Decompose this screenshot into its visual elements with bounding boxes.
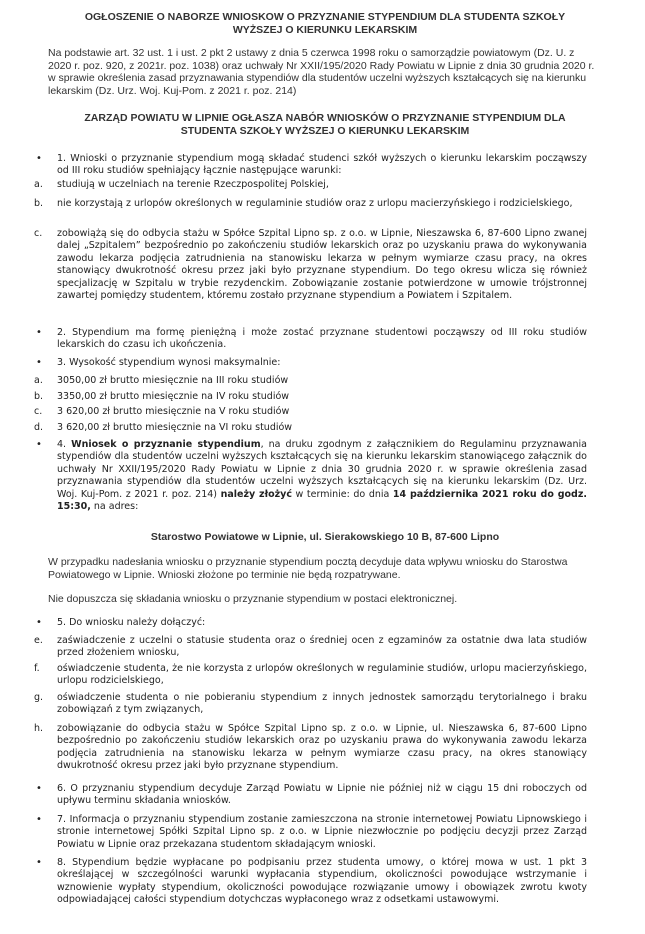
list-marker: a.	[34, 375, 43, 386]
section-3-item-b: 3350,00 zł brutto miesięcznie na IV roku studiów	[57, 391, 290, 402]
list-marker: b.	[34, 391, 44, 402]
bullet-marker: •	[36, 617, 42, 628]
section-5-item-h: zobowiązanie do odbycia stażu w Spółce Szpital Lipno sp. z o.o. w Lipnie, ul. Nieszawska 6, 87-600 Lipno bezpośrednio po zakończeniu studiów lekarskich oraz po uzyskaniu prawa do wykonywania zawodu lekarza podjęcia zatrudnienia na stanowisku lekarza w pełnym wymiarze czasu pracy, na okres stanowiący dwukrotność okresu przez jaki było przyznane stypendium.	[57, 723, 587, 772]
title-line-1: OGŁOSZENIE O NABORZE WNIOSKOW O PRZYZNANIE STYPENDIUM DLA STUDENTA SZKOŁY	[84, 11, 566, 23]
list-marker: e.	[34, 635, 43, 646]
section-5-text: 5. Do wniosku należy dołączyć:	[57, 617, 206, 628]
section-2-text: 2. Stypendium ma formę pieniężną i może zostać przyznane studentowi począwszy od III roku studiów lekarskich do czasu ich ukończenia.	[57, 327, 587, 351]
section-1-item-a: studiują w uczelniach na terenie Rzeczpospolitej Polskiej,	[57, 179, 329, 190]
section-1-text: 1. Wnioski o przyznanie stypendium mogą składać studenci szkół wyższych o kierunku lekarskim począwszy od III roku studiów spełniający łącznie następujące warunki:	[57, 153, 587, 177]
section-4-bold-title: Wniosek o przyznanie stypendium	[71, 439, 261, 450]
electronic-note-paragraph: Nie dopuszcza się składania wniosku o przyznanie stypendium w postaci elektronicznej.	[48, 593, 458, 605]
section-5-item-e: zaświadczenie z uczelni o statusie studenta oraz o średniej ocen z egzaminów za ostatnie dwa lata studiów przed złożeniem wniosku,	[57, 635, 587, 659]
section-3-item-c: 3 620,00 zł brutto miesięcznie na V roku studiów	[57, 406, 290, 417]
section-1-item-c: zobowiążą się do odbycia stażu w Spółce Szpital Lipno sp. z o.o. w Lipnie, Nieszawska 6, 87-600 Lipno zwanej dalej „Szpitalem” bezpośrednio po zakończeniu studiów lekarskich oraz po uzyskaniu prawa do wykonywania zawodu lekarza podjęcia zatrudnienia na stanowisku lekarza w pełnym wymiarze czasu pracy, na okres stanowiący dwukrotność okresu przez jaki było przyznane stypendium. Do tego okresu wlicza się również specjalizację w Szpitalu w trybie rezydenckim. Zobowiązanie zostanie potwierdzone w umowie trójstronnej zawartej pomiędzy studentem, któremu zostało przyznane stypendium a Powiatem i Szpitalem.	[57, 228, 587, 302]
section-4-bold-submit: należy złożyć	[220, 488, 292, 500]
section-4-text-2: w terminie: do dnia	[291, 488, 393, 500]
list-marker: d.	[34, 422, 44, 433]
submission-address: Starostwo Powiatowe w Lipnie, ul. Sierakowskiego 10 B, 87-600 Lipno	[150, 531, 500, 543]
list-marker: a.	[34, 179, 43, 190]
section-4-number: 4.	[57, 439, 72, 450]
bullet-marker: •	[36, 814, 42, 825]
list-marker: b.	[34, 198, 44, 209]
section-4-text-1: , na druku zgodnym z załącznikiem do Regulaminu przyznawania stypendiów dla studentów uczelni wyższych kształcących się na kierunku lekarskim stanowiącego załącznik do uchwały Nr XXII/195/2020 Rady Powiatu w Lipnie z dnia 30 grudnia 2020 r. w sprawie określenia zasad przyznawania stypendiów dla studentów uczelni wyższych kształcących się na kierunku lekarskim (Dz. Urz. Woj. Kuj-Pom. z 2021 r. poz. 214)	[57, 439, 587, 500]
bullet-marker: •	[36, 153, 42, 164]
section-4-deadline: 14 października 2021 roku do godz. 15:30,	[57, 488, 587, 513]
board-heading-line-2: STUDENTA SZKOŁY WYŻSZEJ O KIERUNKU LEKARSKIM	[180, 125, 470, 137]
list-marker: f.	[34, 663, 40, 674]
section-4-text	[57, 439, 587, 513]
mail-note-paragraph: W przypadku nadesłania wniosku o przyznanie stypendium pocztą decyduje data wpływu wniosku do Starostwa Powiatowego w Lipnie. Wnioski złożone po terminie nie będą rozpatrywane.	[48, 556, 568, 581]
bullet-marker: •	[36, 327, 42, 338]
section-3-item-d: 3 620,00 zł brutto miesięcznie na VI roku studiów	[57, 422, 293, 433]
section-8-text: 8. Stypendium będzie wypłacane po podpisaniu przez studenta umowy, o której mowa w ust. 1 pkt 3 określającej w szczególności warunki wypłacania stypendium, okoliczności powodujące wstrzymanie i wznowienie wypłaty stypendium, okoliczności powodujące rozwiązanie umowy i obowiązek zwrotu kwoty odpowiadającej całości stypendium dotychczas wypłaconego wraz z odsetkami ustawowymi.	[57, 857, 587, 906]
bullet-marker: •	[36, 783, 42, 794]
list-marker: c.	[34, 228, 43, 239]
section-4-text-3: na adres:	[90, 501, 139, 513]
list-marker: c.	[34, 406, 43, 417]
section-6-text: 6. O przyznaniu stypendium decyduje Zarząd Powiatu w Lipnie nie później niż w ciągu 15 dni roboczych od upływu terminu składania wniosków.	[57, 783, 587, 807]
board-heading-line-1: ZARZĄD POWIATU W LIPNIE OGŁASZA NABÓR WNIOSKÓW O PRZYZNANIE STYPENDIUM DLA	[84, 112, 566, 124]
board-heading	[40, 112, 610, 138]
section-3-item-a: 3050,00 zł brutto miesięcznie na III roku studiów	[57, 375, 289, 386]
list-marker: h.	[34, 723, 44, 734]
section-5-item-f: oświadczenie studenta, że nie korzysta z urlopów określonych w regulaminie studiów, urlopu macierzyńskiego, urlopu rodzicielskiego,	[57, 663, 587, 687]
section-1-item-b: nie korzystają z urlopów określonych w regulaminie studiów oraz z urlopu macierzyńskiego i rodzicielskiego,	[57, 198, 573, 209]
bullet-marker: •	[36, 857, 42, 868]
bullet-marker: •	[36, 357, 42, 368]
legal-basis-paragraph: Na podstawie art. 32 ust. 1 i ust. 2 pkt 2 ustawy z dnia 5 czerwca 1998 roku o samorządzie powiatowym (Dz. U. z 2020 r. poz. 920, z 2021r. poz. 1038) oraz uchwały Nr XXII/195/2020 Rady Powiatu w Lipnie z dnia 30 grudnia 2020 r. w sprawie określenia zasad przyznawania stypendiów dla studentów uczelni wyższych kształcących się na kierunku lekarskim (Dz. Urz. Woj. Kuj-Pom. z 2021 r. poz. 214)	[48, 47, 595, 97]
title-line-2: WYŻSZEJ O KIERUNKU LEKARSKIM	[232, 24, 418, 36]
announcement-title	[40, 11, 610, 37]
section-7-text: 7. Informacja o przyznaniu stypendium zostanie zamieszczona na stronie internetowej Powiatu Lipnowskiego i stronie internetowej Spółki Szpital Lipno sp. z o.o. w Lipnie niezwłocznie po podjęciu decyzji przez Zarząd Powiatu w Lipnie oraz przekazana studentom składającym wnioski.	[57, 814, 587, 850]
section-3-text: 3. Wysokość stypendium wynosi maksymalnie:	[57, 357, 281, 368]
section-5-item-g: oświadczenie studenta o nie pobieraniu stypendium z innych jednostek samorządu terytorialnego i braku zobowiązań z tym związanych,	[57, 692, 587, 716]
bullet-marker: •	[36, 439, 42, 450]
list-marker: g.	[34, 692, 44, 703]
